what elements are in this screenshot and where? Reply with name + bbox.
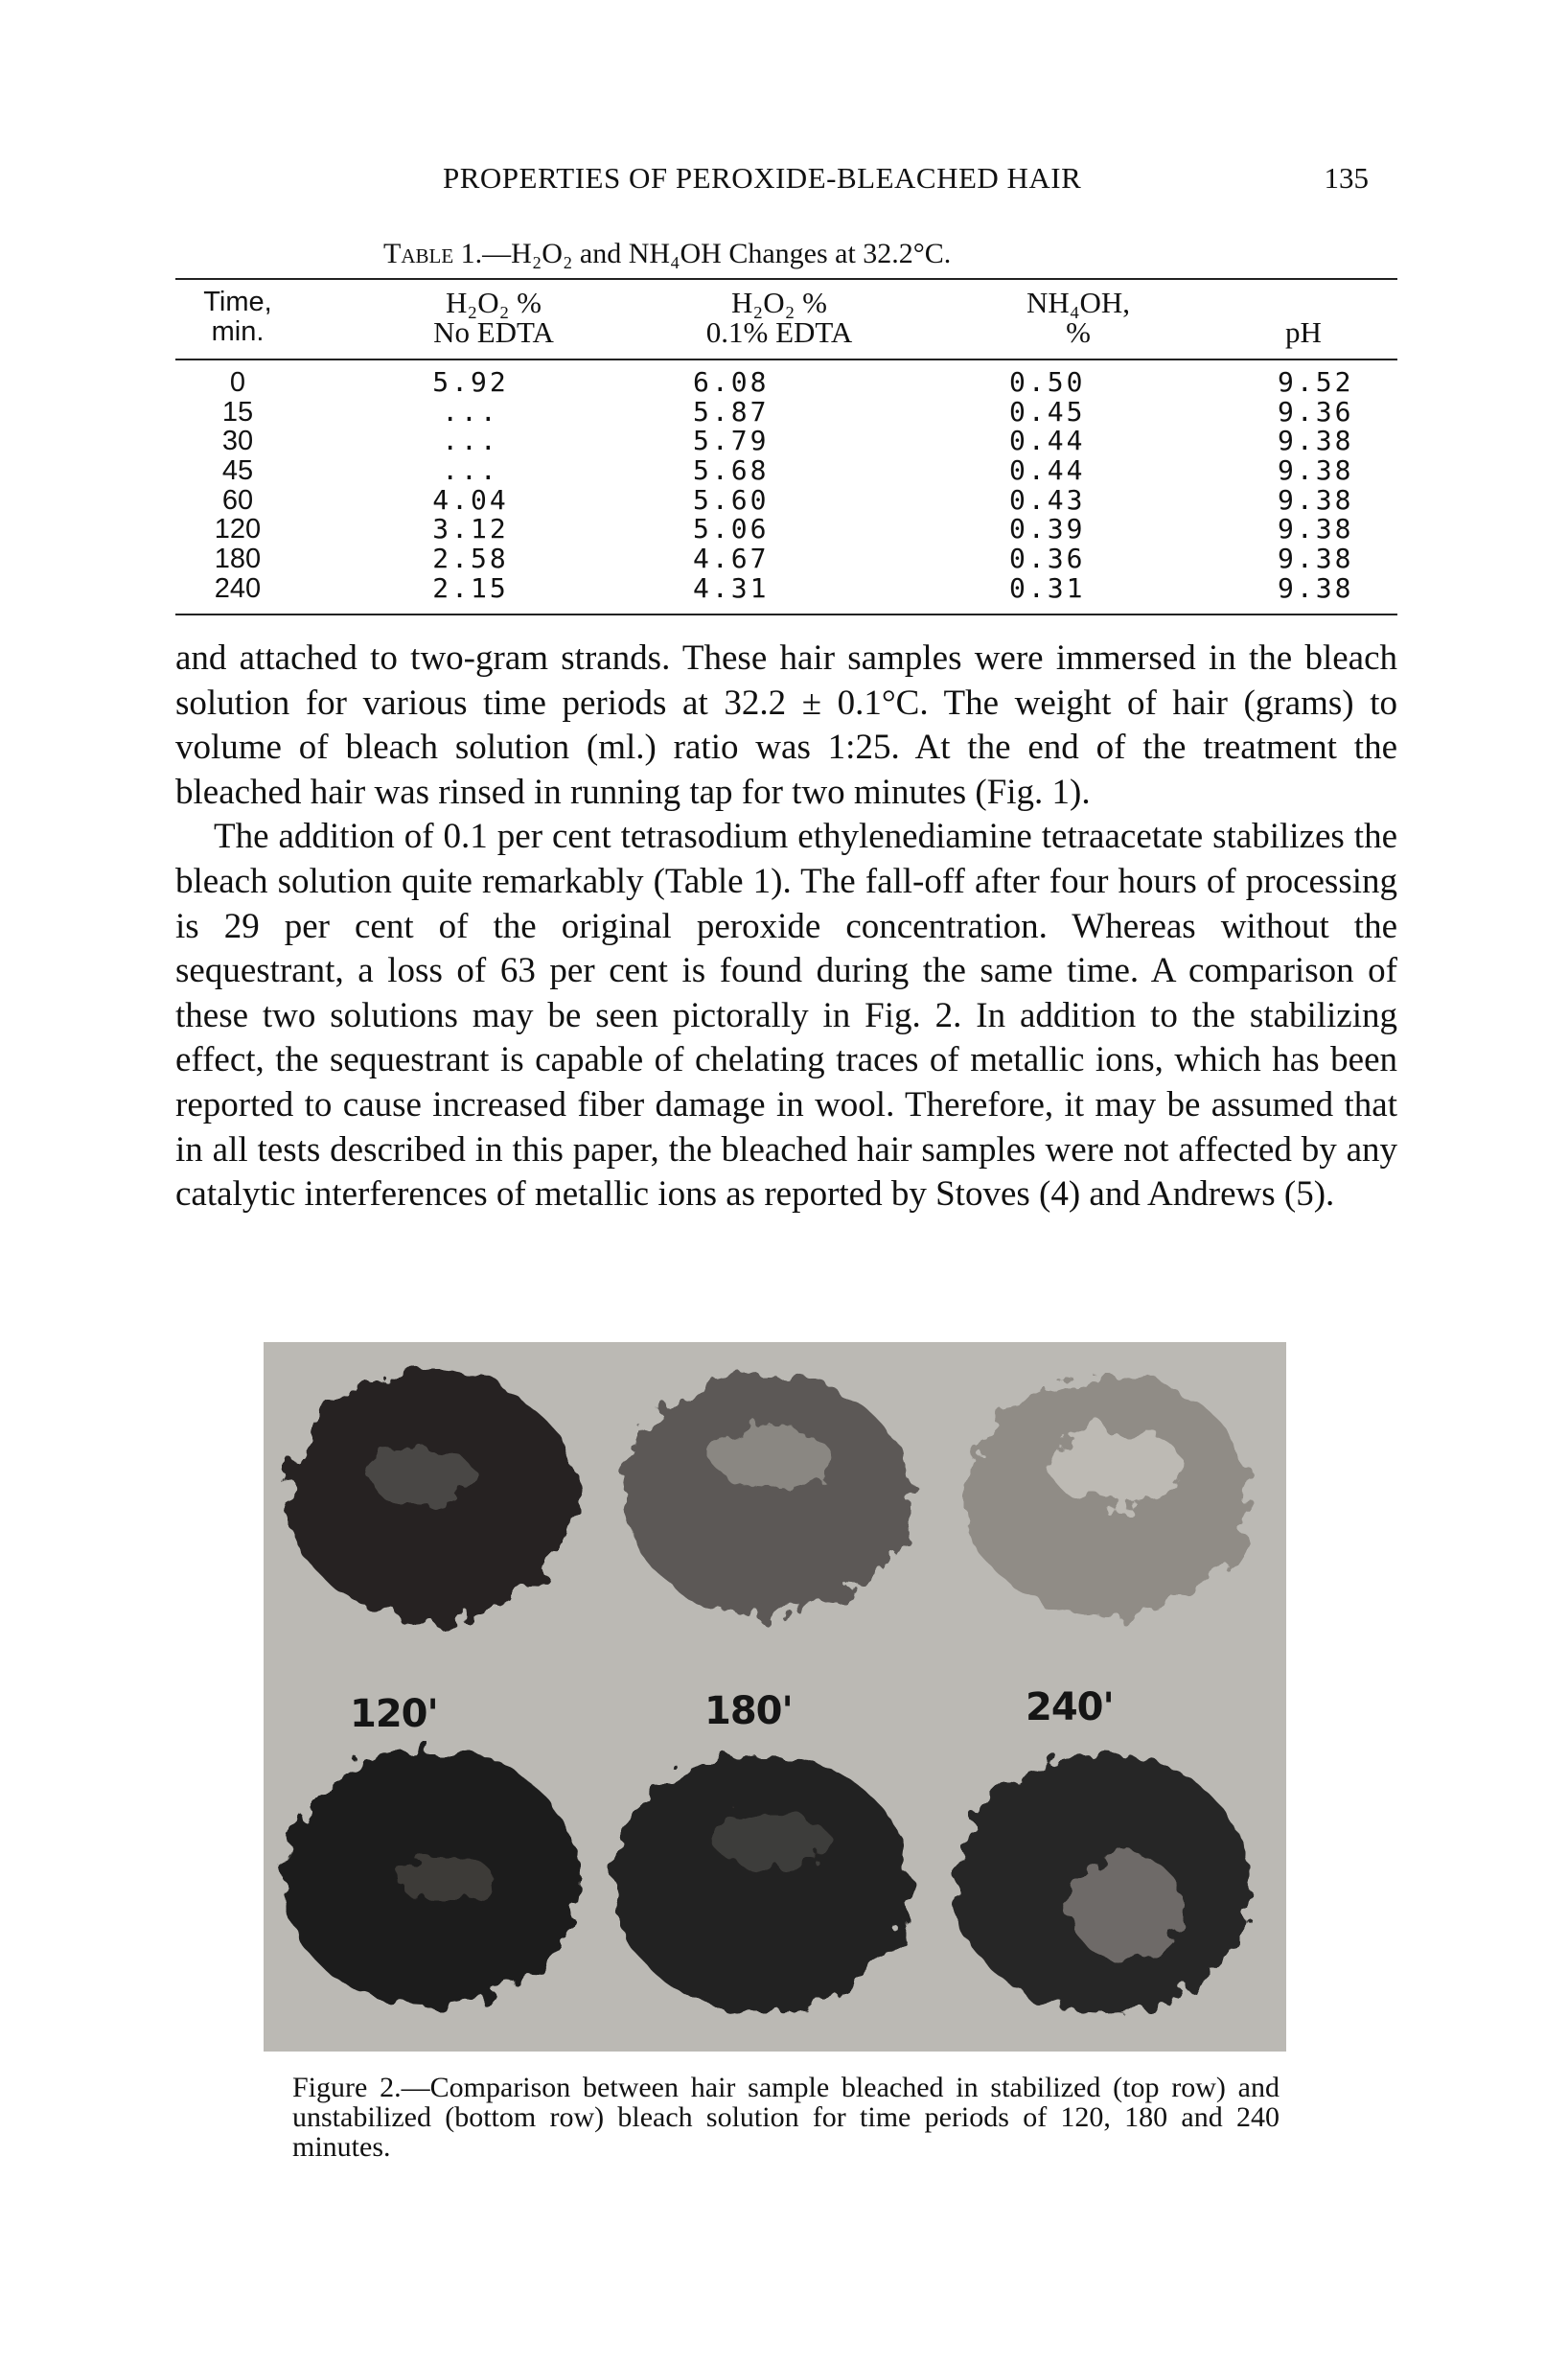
running-title: PROPERTIES OF PEROXIDE-BLEACHED HAIR: [443, 161, 1082, 195]
table-row: 30 ... 5.79 0.44 9.38: [221, 425, 1354, 457]
column-header-nh4oh: NH₄OH, %: [1026, 286, 1131, 349]
table-row: 120 3.12 5.06 0.39 9.38: [214, 513, 1354, 545]
column-header-ph: pH: [1285, 315, 1322, 349]
table-body: [175, 368, 1397, 604]
figure-label-120: 120': [350, 1692, 438, 1736]
page-number: 135: [1324, 161, 1369, 195]
column-header-h2o2-no-edta: H₂O₂ % No EDTA: [433, 286, 554, 349]
column-header-h2o2-edta: H₂O₂ % 0.1% EDTA: [705, 286, 853, 349]
table-row: 180 2.58 4.67 0.36 9.38: [214, 543, 1354, 575]
table-row: 240 2.15 4.31 0.31 9.38: [214, 571, 1354, 604]
figure-label-240: 240': [1026, 1685, 1114, 1729]
figure-hair-samples-photo: [264, 1342, 1286, 2052]
column-header-time: Time, min.: [203, 287, 272, 347]
table-bottom-rule: [175, 614, 1397, 615]
figure-label-180: 180': [704, 1689, 793, 1733]
body-text: [175, 637, 1397, 1217]
hair-sample-top-180: [623, 1376, 911, 1615]
table-top-rule: [175, 278, 1397, 280]
paragraph: The addition of 0.1 per cent tetrasodium ethylenediamine tetraacetate stabilizes the bleach solution quite remarkably (Table 1). The fall-off after four hours of processing is 29 per cent of the original peroxide concentration. Whereas without the sequestrant, a loss of 63 per cent is found during the same time. A comparison of these two solutions may be seen pictorally in Fig. 2. In addition to the stabilizing effect, the sequestrant is capable of chelating traces of metallic ions, which has been reported to cause increased fiber damage in wool. Therefore, it may be assumed that in all tests described in this paper, the bleached hair samples were not affected by any catalytic interferences of metallic ions as reported by Stoves (4) and Andrews (5).: [175, 817, 1397, 1215]
figure-caption: Figure 2.—Comparison between hair sample bleached in stabilized (top row) and unstabilized (bottom row) bleach solution for time periods of 120, 180 and 240 minutes.: [292, 2072, 1280, 2163]
table-row: 15 ... 5.87 0.45 9.36: [221, 395, 1354, 428]
table-caption: [383, 238, 951, 270]
hair-sample-bottom-180: [613, 1754, 911, 2013]
table-row: 0 5.92 6.08 0.50 9.52: [229, 366, 1354, 398]
table-row: 60 4.04 5.60 0.43 9.38: [221, 483, 1354, 516]
table-caption-text: —H₂O₂ and NH₄OH Changes at 32.2°C.: [482, 238, 952, 269]
table-header-rule: [175, 359, 1397, 360]
paragraph: and attached to two-gram strands. These hair samples were immersed in the bleach solution for various time periods at 32.2 ± 0.1°C. The weight of hair (grams) to volume of bleach solution (ml.) ratio was 1:25. At the end of the treatment the bleached hair was rinsed in running tap for two minutes (Fig. 1).: [175, 638, 1397, 812]
table-row: 45 ... 5.68 0.44 9.38: [221, 454, 1354, 487]
table-caption-label: Table 1.: [383, 238, 483, 269]
